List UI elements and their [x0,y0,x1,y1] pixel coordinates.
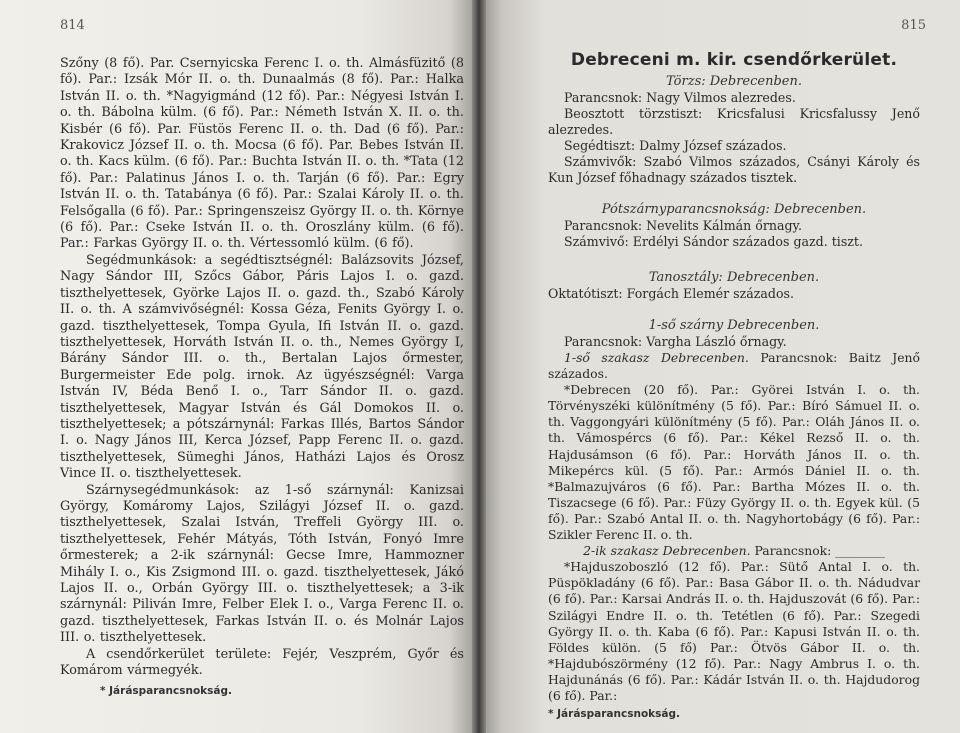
staff-line: Beosztott törzstiszt: Kricsfalusi Kricsfalussy Jenő alezredes. [548,106,920,137]
page-heading: Debreceni m. kir. csendőrkerület. [570,50,898,70]
spacer [548,186,920,198]
left-paragraph-territory: A csendőrkerület területe: Fejér, Veszprém, Győr és Komárom vármegyék. [60,646,464,679]
szakasz2-title: 2-ik szakasz Debrecenben. [583,543,751,559]
left-page-number: 814 [60,18,85,33]
szakasz2-commander: Parancsnok: ________ [754,543,885,559]
section-potszarny-title: Pótszárnyparancsnokság: Debrecenben. [601,202,867,217]
right-footnote: * Járásparancsnokság. [548,708,680,721]
left-paragraph-staff: Segédmunkások: a segédtisztségnél: Balázsovits József, Nagy Sándor III, Szőcs Gábor, Páris Lajos I. o. gazd. tiszthelyettesek, Györke Lajos II. o. gazd. th., Szabó Károly II. o. th. A számvivőségnél: Kossa Géza, Fenits György I. o. gazd. tiszthelyettesek, Tompa Gyula, Ifi István II. o. gazd. tiszthelyettesek, Horváth István II. o. th., Nemes György I, Bárány Sándor III. o. th., Bertalan Lajos őrmester, Burgermeister Ede polg. irnok. Az ügyészségnél: Varga István IV, Béda Benő I. o., Tarr Sándor II. o. gazd. tiszthelyettesek, Magyar István és Gál Domokos II. o. tiszthelyettesek; a pótszárnynál: Farkas Illés, Bartos Sándor I. o. Nagy János III, Kerca József, Papp Ferenc II. o. gazd. tiszthelyettesek, Sümeghi János, Hatházi Lajos és Orosz Vince II. o. tiszthelyettesek. [60,252,464,482]
book-gutter [472,0,486,733]
szarny1-line: Parancsnok: Vargha László őrnagy. [564,334,787,349]
szakasz2-body: *Hajduszoboszló (12 fő). Par.: Sütő Antal I. o. th. Püspökladány (6 fő). Par.: Basa Gábor II. o. th. Nádudvar (6 fő). Par.: Karsai András II. o. th. Hajduszovát (6 fő). Par.: Szilágyi Endre II. o. th. Tetétlen (6 fő). Par.: Szegedi György II. o. th. Kaba (6 fő). Par.: Kapusi István II. o. th. Földes külön. (5 fő) Par.: Ötvös Gábor II. o. th. *Hajdubószörmény (12 fő). Par.: Nagy Ambrus I. o. th. Hajdunánás (6 fő). Par.: Kádár István II. o. th. Hajdudorog (6 fő). Par.: [548,559,920,703]
right-page [478,0,960,733]
szakasz1-body: *Debrecen (20 fő). Par.: Györei István I. o. th. Törvényszéki különítmény (5 fő). Par.: Bíró Sámuel II. o. th. Vaggongyári különítmény (5 fő). Par.: Oláh János II. o. th. Vámospércs (6 fő). Par.: Kékel Rezső II. o. th. Hajdusámson (6 fő). Par.: Horváth János II. o. th. Mikepércs kül. (5 fő). Par.: Armós Dániel II. o. th. *Balmazujváros (6 fő). Par.: Bartha Mózes II. o. th. Tiszacsege (6 fő). Par.: Füzy György II. o. th. Egyek kül. (5 fő). Par.: Szabó Antal II. o. th. Nagyhortobágy (6 fő). Par.: Szikler Ferenc II. o. th. [548,382,920,543]
potszarny-line: Számvivő: Erdélyi Sándor százados gazd. tiszt. [564,234,863,249]
szakasz1-header [548,350,920,382]
section-szarny1-title: 1-ső szárny Debrecenben. [648,318,820,333]
section-torzs-title: Törzs: Debrecenben. [666,74,802,89]
szakasz2-header [548,543,920,559]
szakasz1-commander: Parancsnok: Baitz Jenő százados. [548,350,920,382]
right-page-number: 815 [901,18,926,33]
left-paragraph-stations: Szőny (8 fő). Par. Csernyicska Ferenc I. o. th. Almásfüzitő (8 fő). Par.: Izsák Mór II. o. th. Dunaalmás (8 fő). Par.: Halka István II. o. th. *Nagyigmánd (12 fő). Par.: Négyesi István I. o. th. Bábolna külm. (6 fő). Par.: Németh István X. II. o. th. Kisbér (6 fő). Par. Füstös Ferenc II. o. th. Dad (6 fő). Par.: Krakovicz József II. o. th. Mocsa (6 fő). Par. Bebes István II. o. th. Kacs külm. (6 fő). Par.: Buchta István II. o. th. *Tata (12 fő). Par.: Palatinus János I. o. th. Tarján (6 fő). Par.: Egry István II. o. th. Tatabánya (6 fő). Par.: Szalai Károly II. o. th. Felsőgalla (6 fő). Par.: Springenszeisz György II. o. th. Környe (6 fő). Par.: Cseke István II. o. th. Oroszlány külm. (6 fő). Par.: Farkas György II. o. th. Vértessomló külm. (6 fő). [60,56,464,252]
left-footnote: * Járásparancsnokság. [100,685,232,698]
staff-line: Számvivők: Szabó Vilmos százados, Csányi Károly és Kun József főhadnagy százados tisztek. [548,154,920,185]
potszarny-line: Parancsnok: Nevelits Kálmán őrnagy. [564,218,803,233]
left-page [0,0,478,733]
spacer [548,250,920,266]
spacer [548,302,920,314]
szakasz-section [548,350,920,704]
left-paragraph-wing-staff: Szárnysegédmunkások: az 1-ső szárnynál: Kanizsai György, Komáromy Lajos, Szilágyi József II. o. gazd. tiszthelyettesek, Szalai István, Treffeli György III. o. tiszthelyettesek, Fehér Mátyás, Tóth István, Fonyó Imre őrmesterek; a 2-ik szárnynál: Gecse Imre, Hammozner Mihály I. o., Kis Zsigmond III. o. gazd. tiszthelyettesek, Jákó Lajos II. o., Orbán György III. o. tiszthelyettesek; a 3-ik szárnynál: Piliván Imre, Felber Elek I. o., Varga Ferenc II. o. gazd. tiszthelyettesek, Farkas István II. o. és Molnár Lajos III. o. tiszthelyettesek. [60,482,464,646]
szakasz1-title: 1-ső szakasz Debrecenben. [564,350,749,365]
section-tanosztaly-title: Tanosztály: Debrecenben. [648,270,820,285]
staff-line: Segédtiszt: Dalmy József százados. [564,138,787,153]
tanosztaly-line: Oktatótiszt: Forgách Elemér százados. [548,286,795,301]
staff-line: Parancsnok: Nagy Vilmos alezredes. [564,90,796,105]
